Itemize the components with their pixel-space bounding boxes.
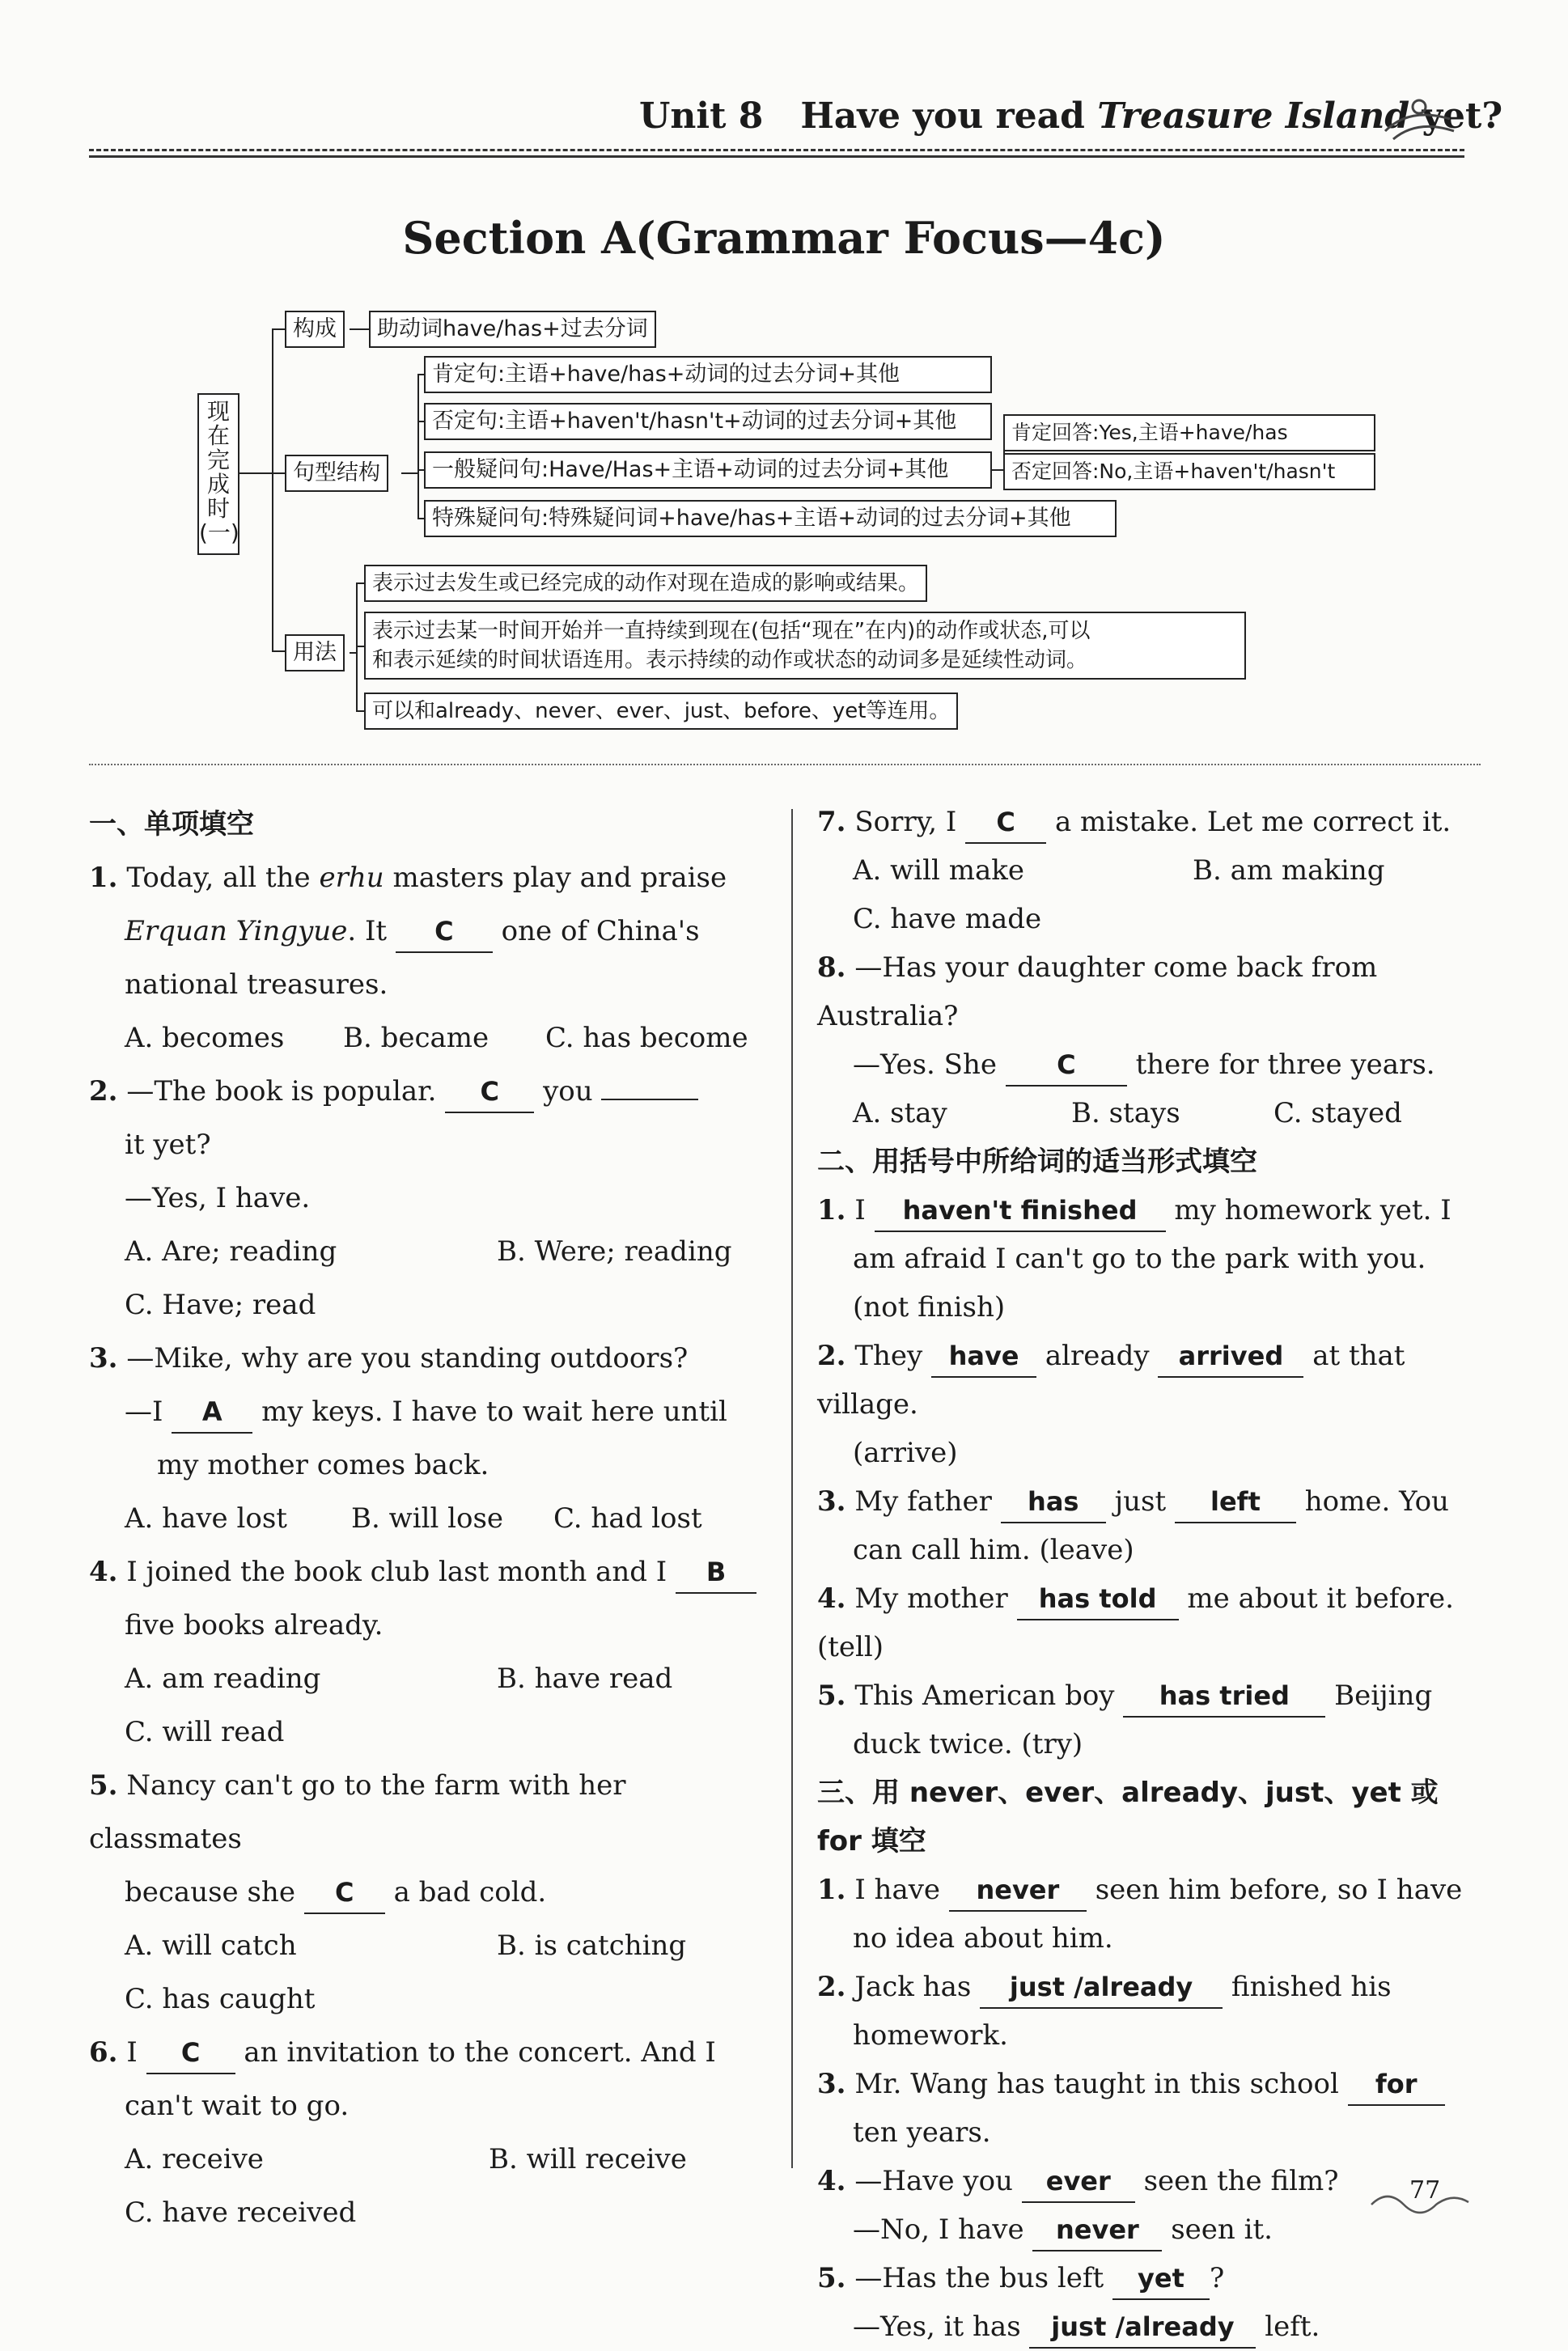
branch-composition-label: 构成 — [285, 311, 345, 348]
answer-blank[interactable]: C — [1006, 1044, 1127, 1087]
question-5: 5. Nancy can't go to the farm with her classmates because she C a bad cold. A. will catch B. is catching C. has caught — [89, 1769, 687, 2015]
answer-blank[interactable]: C — [396, 911, 493, 953]
answer-blank[interactable]: C — [304, 1872, 385, 1914]
answer-blank[interactable]: never — [1032, 2209, 1162, 2251]
usage-duration-line1: 表示过去某一时间开始并一直持续到现在(包括“现在”在内)的动作或状态,可以 — [372, 619, 1091, 643]
empty-blank[interactable] — [601, 1099, 698, 1100]
answer-blank[interactable]: just /already — [1029, 2307, 1256, 2349]
answer-blank[interactable]: arrived — [1158, 1336, 1303, 1378]
page-number: 77 — [1409, 2176, 1441, 2205]
question-3: 3. —Mike, why are you standing outdoors? —I A my keys. I have to wait here until my mother comes back. A. have lost B. will lose C. had lost — [89, 1342, 727, 1535]
answer-blank[interactable]: has — [1001, 1481, 1106, 1523]
answer-blank[interactable]: B — [676, 1552, 756, 1594]
unit-header — [639, 95, 1502, 137]
left-column — [89, 798, 761, 2239]
section-title: Section A(Grammar Focus—4c) — [402, 212, 1166, 264]
unit-title-post: yet? — [1422, 95, 1503, 137]
answer-blank[interactable]: haven't finished — [875, 1190, 1166, 1232]
decorative-flourish-icon — [1367, 2184, 1473, 2217]
fill-question-2: 2. They have already arrived at that village. (arrive) — [817, 1332, 1489, 1477]
fill-question-1: 1. I haven't finished my homework yet. I am afraid I can't go to the park with you. (not finish) — [817, 1186, 1489, 1332]
answer-blank[interactable]: for — [1348, 2064, 1445, 2106]
fill-question-4: 4. My mother has told me about it before. (tell) — [817, 1574, 1489, 1671]
answer-negative: 否定回答:No,主语+haven't/hasn't — [1003, 453, 1375, 490]
answer-blank[interactable]: has tried — [1123, 1675, 1325, 1718]
answer-blank[interactable]: C — [965, 802, 1046, 844]
mindmap-root: 现在完成时(一) — [197, 393, 239, 555]
adverb-question-3: 3. Mr. Wang has taught in this school for ten years. — [817, 2060, 1489, 2157]
mindmap-divider — [89, 764, 1481, 765]
adverb-question-2: 2. Jack has just /already finished his homework. — [817, 1963, 1489, 2060]
unit-title-pre: Have you read — [800, 95, 1085, 137]
decorative-leaf-icon — [1377, 91, 1458, 147]
fill-question-5: 5. This American boy has tried Beijing duck twice. (try) — [817, 1671, 1489, 1769]
header-divider — [89, 149, 1464, 151]
answer-blank[interactable]: A — [172, 1392, 252, 1434]
adverb-question-4: 4. —Have you ever seen the film? —No, I have never seen it. — [817, 2157, 1489, 2254]
question-8: 8. —Has your daughter come back from Australia? —Yes. She C there for three years. A. stay B. stays C. stayed — [817, 951, 1435, 1129]
unit-label: Unit 8 — [639, 95, 764, 137]
fill-question-3: 3. My father has just left home. You can call him. (leave) — [817, 1477, 1489, 1574]
structure-negative: 否定句:主语+haven't/hasn't+动词的过去分词+其他 — [424, 403, 992, 440]
usage-duration — [364, 612, 1246, 680]
question-1: 1. Today, all the erhu masters play and praise Erquan Yingyue. It C one of China's national treasures. A. becomes B. became C. has become — [89, 862, 748, 1054]
answer-blank[interactable]: has told — [1017, 1578, 1179, 1620]
structure-affirmative: 肯定句:主语+have/has+动词的过去分词+其他 — [424, 356, 992, 393]
question-2: 2. —The book is popular. C you it yet? —Yes, I have. A. Are; reading B. Were; reading C. Have; read — [89, 1065, 761, 1332]
answer-blank[interactable]: ever — [1022, 2161, 1135, 2203]
answer-blank[interactable]: just /already — [980, 1967, 1223, 2009]
usage-result: 表示过去发生或已经完成的动作对现在造成的影响或结果。 — [364, 565, 927, 602]
branch-structure-label: 句型结构 — [285, 455, 388, 492]
answer-blank[interactable]: C — [445, 1071, 534, 1113]
answer-blank[interactable]: never — [949, 1870, 1087, 1912]
usage-adverbs: 可以和already、never、ever、just、before、yet等连用。 — [364, 693, 958, 730]
answer-blank[interactable]: yet — [1112, 2258, 1210, 2300]
unit-title-italic: Treasure Island — [1097, 95, 1410, 137]
part1-heading: 一、单项填空 — [89, 808, 254, 841]
answer-blank[interactable]: left — [1175, 1481, 1296, 1523]
branch-usage-label: 用法 — [285, 634, 345, 671]
composition-content: 助动词have/has+过去分词 — [369, 311, 656, 348]
structure-yes-no-question: 一般疑问句:Have/Has+主语+动词的过去分词+其他 — [424, 451, 992, 489]
answer-blank[interactable]: have — [931, 1336, 1036, 1378]
question-4: 4. I joined the book club last month and I B five books already. A. am reading B. have read C. will read — [89, 1545, 761, 1759]
structure-wh-question: 特殊疑问句:特殊疑问词+have/has+主语+动词的过去分词+其他 — [424, 500, 1117, 537]
column-separator — [791, 809, 793, 2168]
question-7: 7. Sorry, I C a mistake. Let me correct it. A. will make B. am making C. have made — [817, 798, 1489, 943]
right-column — [817, 798, 1489, 2351]
question-6: 6. I C an invitation to the concert. And I can't wait to go. A. receive B. will receive C. have received — [89, 2026, 761, 2239]
part2-heading: 二、用括号中所给词的适当形式填空 — [817, 1146, 1257, 1178]
answer-blank[interactable]: C — [146, 2032, 235, 2074]
answer-affirmative: 肯定回答:Yes,主语+have/has — [1003, 414, 1375, 451]
usage-duration-line2: 和表示延续的时间状语连用。表示持续的动作或状态的动词多是延续性动词。 — [372, 648, 1088, 672]
adverb-question-5: 5. —Has the bus left yet ? —Yes, it has just /already left. — [817, 2254, 1489, 2351]
part3-heading: 三、用 never、ever、already、just、yet 或 for 填空 — [817, 1777, 1439, 1858]
header-rule — [89, 155, 1464, 158]
adverb-question-1: 1. I have never seen him before, so I have no idea about him. — [817, 1866, 1489, 1963]
